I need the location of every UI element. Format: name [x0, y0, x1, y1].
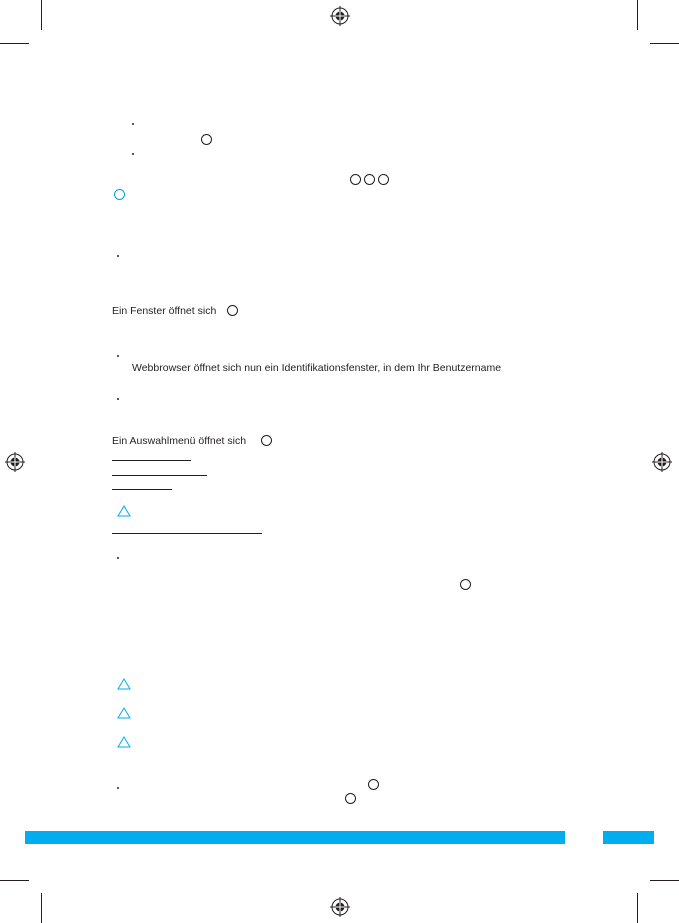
crop-mark-bottom-right-v: [637, 893, 638, 923]
warning-triangle-icon: [117, 505, 131, 517]
callout-circle-icon: [261, 435, 272, 446]
bullet: [132, 123, 134, 125]
crop-mark-top-right-v: [637, 0, 638, 30]
footer-page-tab: [603, 831, 654, 844]
bullet: [132, 153, 134, 155]
info-circle-icon: [114, 189, 125, 200]
registration-mark-icon: [5, 452, 25, 472]
link-underline[interactable]: [112, 489, 172, 490]
registration-mark-icon: [330, 897, 350, 917]
callout-circle-icon: [350, 174, 361, 185]
bullet: [117, 398, 119, 400]
bullet: [117, 355, 119, 357]
crop-mark-bottom-left-h: [0, 880, 29, 881]
crop-mark-bottom-left-v: [41, 893, 42, 923]
callout-circle-icon: [460, 579, 471, 590]
webbrowser-text: Webbrowser öffnet sich nun ein Identifikationsfenster, in dem Ihr Benutzername: [132, 362, 502, 374]
auswahl-text: Ein Auswahlmenü öffnet sich: [112, 435, 247, 447]
crop-mark-bottom-right-h: [650, 880, 679, 881]
bullet: [117, 787, 119, 789]
callout-circle-icon: [201, 134, 212, 145]
link-underline[interactable]: [112, 533, 262, 534]
callout-circle-icon: [227, 305, 238, 316]
warning-triangle-icon: [117, 736, 131, 748]
fenster-text: Ein Fenster öffnet sich: [112, 305, 217, 317]
footer-accent-bar: [25, 831, 565, 844]
bullet: [117, 557, 119, 559]
registration-mark-icon: [652, 452, 672, 472]
callout-circle-icon: [364, 174, 375, 185]
link-underline[interactable]: [112, 460, 191, 461]
registration-mark-icon: [330, 6, 350, 26]
crop-mark-top-left-v: [41, 0, 42, 30]
callout-circle-icon: [378, 174, 389, 185]
crop-mark-top-left-h: [0, 43, 29, 44]
link-underline[interactable]: [112, 475, 207, 476]
callout-circle-icon: [368, 779, 379, 790]
bullet: [117, 255, 119, 257]
warning-triangle-icon: [117, 707, 131, 719]
crop-mark-top-right-h: [650, 43, 679, 44]
callout-circle-icon: [345, 793, 356, 804]
warning-triangle-icon: [117, 678, 131, 690]
